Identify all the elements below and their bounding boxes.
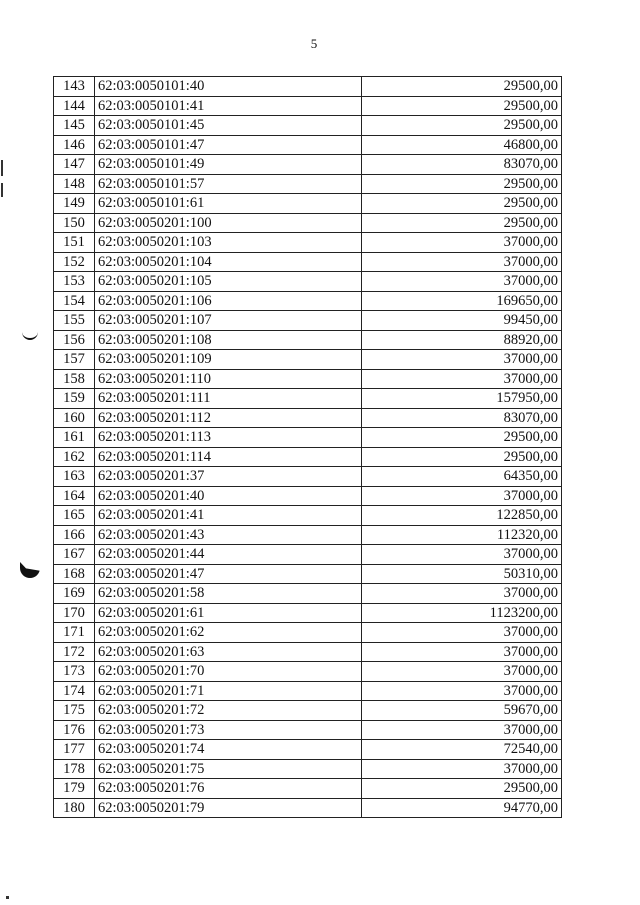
table-row xyxy=(54,564,562,584)
table-row xyxy=(54,779,562,799)
table-row xyxy=(54,291,562,311)
amount-value: 29500,00 xyxy=(362,77,562,97)
row-number: 180 xyxy=(54,798,95,818)
amount-value: 29500,00 xyxy=(362,116,562,136)
amount-value: 94770,00 xyxy=(362,798,562,818)
amount-value: 37000,00 xyxy=(362,233,562,253)
table-row xyxy=(54,642,562,662)
cadastral-number: 62:03:0050101:40 xyxy=(95,77,362,97)
row-number: 178 xyxy=(54,759,95,779)
amount-value: 37000,00 xyxy=(362,662,562,682)
row-number: 149 xyxy=(54,194,95,214)
amount-value: 29500,00 xyxy=(362,174,562,194)
cadastral-number: 62:03:0050201:71 xyxy=(95,681,362,701)
amount-value: 169650,00 xyxy=(362,291,562,311)
row-number: 170 xyxy=(54,603,95,623)
cadastral-number: 62:03:0050201:107 xyxy=(95,311,362,331)
row-number: 161 xyxy=(54,428,95,448)
amount-value: 37000,00 xyxy=(362,369,562,389)
amount-value: 37000,00 xyxy=(362,681,562,701)
amount-value: 99450,00 xyxy=(362,311,562,331)
table-body xyxy=(54,77,562,818)
row-number: 166 xyxy=(54,525,95,545)
row-number: 144 xyxy=(54,96,95,116)
cadastral-number: 62:03:0050201:58 xyxy=(95,584,362,604)
cadastral-number: 62:03:0050201:105 xyxy=(95,272,362,292)
table-row xyxy=(54,525,562,545)
amount-value: 157950,00 xyxy=(362,389,562,409)
table-row xyxy=(54,174,562,194)
amount-value: 29500,00 xyxy=(362,428,562,448)
amount-value: 37000,00 xyxy=(362,759,562,779)
margin-scan-tick xyxy=(1,160,3,176)
table-row xyxy=(54,740,562,760)
cadastral-number: 62:03:0050201:79 xyxy=(95,798,362,818)
row-number: 154 xyxy=(54,291,95,311)
row-number: 174 xyxy=(54,681,95,701)
amount-value: 37000,00 xyxy=(362,584,562,604)
row-number: 179 xyxy=(54,779,95,799)
cadastral-number: 62:03:0050201:47 xyxy=(95,564,362,584)
table-row xyxy=(54,194,562,214)
table-row xyxy=(54,311,562,331)
amount-value: 59670,00 xyxy=(362,701,562,721)
row-number: 163 xyxy=(54,467,95,487)
row-number: 159 xyxy=(54,389,95,409)
table-row xyxy=(54,96,562,116)
row-number: 145 xyxy=(54,116,95,136)
margin-scan-blot xyxy=(20,562,40,578)
cadastral-number: 62:03:0050201:41 xyxy=(95,506,362,526)
table-row xyxy=(54,486,562,506)
table-row xyxy=(54,662,562,682)
table-row xyxy=(54,330,562,350)
table-row xyxy=(54,389,562,409)
row-number: 158 xyxy=(54,369,95,389)
row-number: 165 xyxy=(54,506,95,526)
table-row xyxy=(54,447,562,467)
row-number: 148 xyxy=(54,174,95,194)
amount-value: 37000,00 xyxy=(362,486,562,506)
amount-value: 29500,00 xyxy=(362,96,562,116)
row-number: 162 xyxy=(54,447,95,467)
amount-value: 37000,00 xyxy=(362,272,562,292)
cadastral-number: 62:03:0050101:47 xyxy=(95,135,362,155)
cadastral-number: 62:03:0050201:44 xyxy=(95,545,362,565)
table-row xyxy=(54,77,562,97)
amount-value: 37000,00 xyxy=(362,545,562,565)
amount-value: 112320,00 xyxy=(362,525,562,545)
table-row xyxy=(54,233,562,253)
table-row xyxy=(54,116,562,136)
table-row xyxy=(54,545,562,565)
table-row xyxy=(54,350,562,370)
cadastral-number: 62:03:0050201:40 xyxy=(95,486,362,506)
row-number: 151 xyxy=(54,233,95,253)
cadastral-number: 62:03:0050201:100 xyxy=(95,213,362,233)
cadastral-number: 62:03:0050201:43 xyxy=(95,525,362,545)
cadastral-number: 62:03:0050101:45 xyxy=(95,116,362,136)
cadastral-number: 62:03:0050201:74 xyxy=(95,740,362,760)
row-number: 177 xyxy=(54,740,95,760)
cadastral-number: 62:03:0050201:62 xyxy=(95,623,362,643)
table-row xyxy=(54,467,562,487)
cadastral-number: 62:03:0050201:108 xyxy=(95,330,362,350)
table-row xyxy=(54,252,562,272)
row-number: 153 xyxy=(54,272,95,292)
amount-value: 1123200,00 xyxy=(362,603,562,623)
cadastral-number: 62:03:0050201:104 xyxy=(95,252,362,272)
cadastral-number: 62:03:0050201:111 xyxy=(95,389,362,409)
row-number: 156 xyxy=(54,330,95,350)
amount-value: 29500,00 xyxy=(362,213,562,233)
cadastral-number: 62:03:0050201:112 xyxy=(95,408,362,428)
cadastral-number: 62:03:0050201:114 xyxy=(95,447,362,467)
cadastral-number: 62:03:0050201:63 xyxy=(95,642,362,662)
row-number: 175 xyxy=(54,701,95,721)
cadastral-table xyxy=(53,76,562,818)
amount-value: 37000,00 xyxy=(362,252,562,272)
amount-value: 37000,00 xyxy=(362,350,562,370)
amount-value: 37000,00 xyxy=(362,642,562,662)
cadastral-number: 62:03:0050201:61 xyxy=(95,603,362,623)
page-number: 5 xyxy=(310,36,318,51)
table-row xyxy=(54,135,562,155)
cadastral-number: 62:03:0050201:75 xyxy=(95,759,362,779)
table-row xyxy=(54,603,562,623)
amount-value: 83070,00 xyxy=(362,155,562,175)
cadastral-number: 62:03:0050201:76 xyxy=(95,779,362,799)
margin-scan-tick xyxy=(1,183,3,197)
cadastral-number: 62:03:0050201:103 xyxy=(95,233,362,253)
row-number: 146 xyxy=(54,135,95,155)
amount-value: 72540,00 xyxy=(362,740,562,760)
cadastral-number: 62:03:0050201:70 xyxy=(95,662,362,682)
row-number: 160 xyxy=(54,408,95,428)
amount-value: 29500,00 xyxy=(362,779,562,799)
table-row xyxy=(54,155,562,175)
row-number: 173 xyxy=(54,662,95,682)
row-number: 147 xyxy=(54,155,95,175)
cadastral-number: 62:03:0050201:106 xyxy=(95,291,362,311)
row-number: 150 xyxy=(54,213,95,233)
row-number: 152 xyxy=(54,252,95,272)
scan-dot xyxy=(6,896,9,899)
cadastral-number: 62:03:0050201:72 xyxy=(95,701,362,721)
row-number: 143 xyxy=(54,77,95,97)
amount-value: 50310,00 xyxy=(362,564,562,584)
table-row xyxy=(54,759,562,779)
table-row xyxy=(54,701,562,721)
cadastral-number: 62:03:0050201:37 xyxy=(95,467,362,487)
table-row xyxy=(54,623,562,643)
row-number: 171 xyxy=(54,623,95,643)
cadastral-number: 62:03:0050101:41 xyxy=(95,96,362,116)
table-row xyxy=(54,213,562,233)
cadastral-number: 62:03:0050201:73 xyxy=(95,720,362,740)
row-number: 172 xyxy=(54,642,95,662)
row-number: 167 xyxy=(54,545,95,565)
row-number: 155 xyxy=(54,311,95,331)
table-row xyxy=(54,584,562,604)
amount-value: 83070,00 xyxy=(362,408,562,428)
table-row xyxy=(54,506,562,526)
row-number: 176 xyxy=(54,720,95,740)
amount-value: 37000,00 xyxy=(362,623,562,643)
table-row xyxy=(54,428,562,448)
table-row xyxy=(54,272,562,292)
amount-value: 122850,00 xyxy=(362,506,562,526)
cadastral-number: 62:03:0050201:113 xyxy=(95,428,362,448)
cadastral-number: 62:03:0050201:109 xyxy=(95,350,362,370)
cadastral-number: 62:03:0050101:57 xyxy=(95,174,362,194)
amount-value: 46800,00 xyxy=(362,135,562,155)
table-row xyxy=(54,408,562,428)
cadastral-number: 62:03:0050201:110 xyxy=(95,369,362,389)
table-row xyxy=(54,681,562,701)
margin-scan-mark xyxy=(22,328,38,340)
cadastral-number: 62:03:0050101:61 xyxy=(95,194,362,214)
amount-value: 29500,00 xyxy=(362,447,562,467)
row-number: 164 xyxy=(54,486,95,506)
amount-value: 64350,00 xyxy=(362,467,562,487)
row-number: 168 xyxy=(54,564,95,584)
table-row xyxy=(54,720,562,740)
table-row xyxy=(54,369,562,389)
table-row xyxy=(54,798,562,818)
amount-value: 29500,00 xyxy=(362,194,562,214)
row-number: 157 xyxy=(54,350,95,370)
row-number: 169 xyxy=(54,584,95,604)
cadastral-number: 62:03:0050101:49 xyxy=(95,155,362,175)
amount-value: 88920,00 xyxy=(362,330,562,350)
amount-value: 37000,00 xyxy=(362,720,562,740)
